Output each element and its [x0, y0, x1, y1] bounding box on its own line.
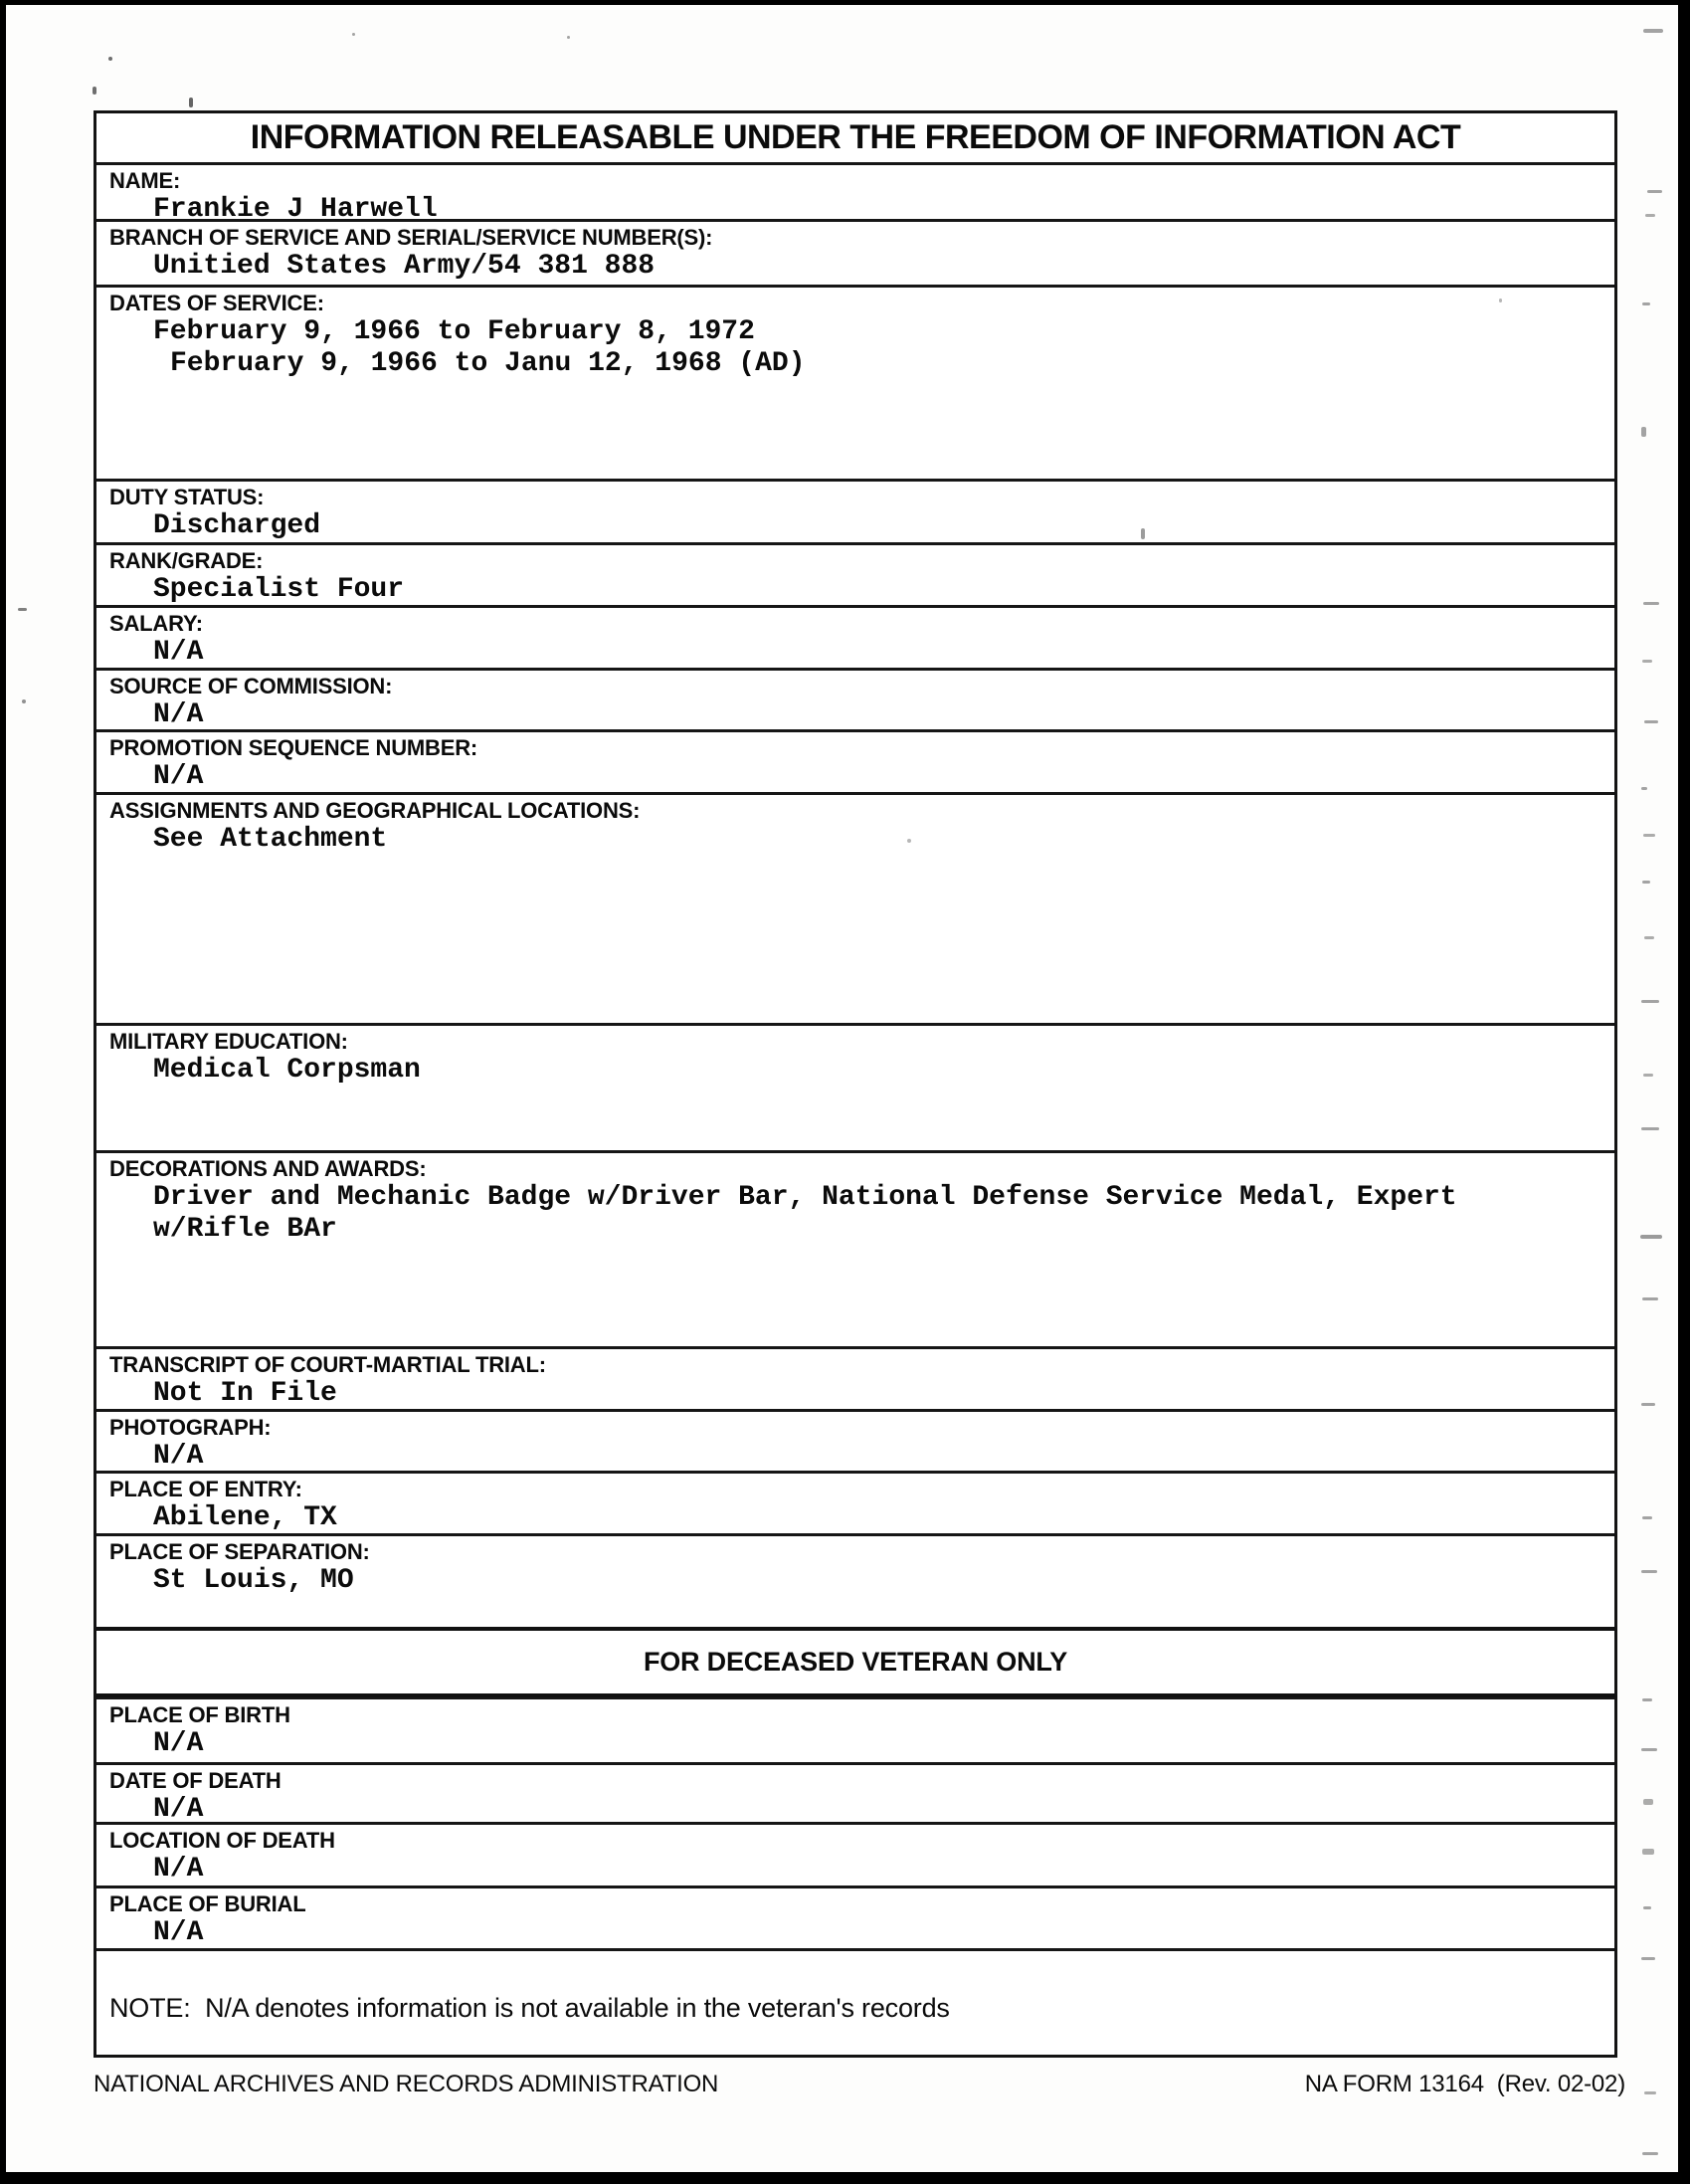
scan-artifact [1641, 1957, 1655, 1960]
place-of-entry-label: PLACE OF ENTRY: [109, 1477, 302, 1501]
scan-artifact [22, 699, 26, 703]
scan-artifact [1642, 1516, 1652, 1519]
scan-artifact [1643, 1074, 1653, 1077]
transcript-label: TRANSCRIPT OF COURT-MARTIAL TRIAL: [109, 1352, 546, 1377]
assignments-value: See Attachment [153, 824, 388, 856]
scan-artifact [1644, 2091, 1656, 2094]
scan-artifact [1640, 1235, 1662, 1239]
scan-artifact [189, 98, 193, 107]
field-row-place-of-birth [96, 1697, 1614, 1762]
note-row [96, 1948, 1614, 2055]
salary-value: N/A [153, 637, 204, 669]
field-row-photograph [96, 1409, 1614, 1471]
duty-status-label: DUTY STATUS: [109, 485, 265, 509]
promotion-sequence-number-value: N/A [153, 761, 204, 793]
scan-artifact [1641, 1000, 1659, 1003]
scan-artifact [1641, 1570, 1657, 1573]
field-row-promotion-sequence-number [96, 729, 1614, 792]
field-row-date-of-death [96, 1762, 1614, 1826]
deceased-section-header: FOR DECEASED VETERAN ONLY [643, 1647, 1068, 1677]
footer-agency: NATIONAL ARCHIVES AND RECORDS ADMINISTRATION [94, 2071, 719, 2097]
scan-artifact [1642, 881, 1650, 884]
dates-of-service-value-line2: February 9, 1966 to Janu 12, 1968 (AD) [170, 347, 806, 379]
form-footer [94, 2071, 1625, 2098]
scan-artifact [93, 87, 96, 95]
source-of-commission-value: N/A [153, 699, 204, 731]
scan-artifact [1642, 1297, 1658, 1300]
scan-artifact [567, 36, 570, 39]
scan-artifact [1641, 1403, 1655, 1406]
field-row-assignments [96, 792, 1614, 1023]
field-row-place-of-burial [96, 1886, 1614, 1948]
place-of-entry-value: Abilene, TX [153, 1502, 337, 1534]
place-of-separation-label: PLACE OF SEPARATION: [109, 1539, 370, 1564]
scan-artifact [1643, 602, 1659, 605]
place-of-separation-value: St Louis, MO [153, 1565, 354, 1597]
place-of-burial-label: PLACE OF BURIAL [109, 1891, 306, 1916]
place-of-birth-value: N/A [153, 1728, 204, 1760]
scan-artifact [1642, 2152, 1658, 2155]
scan-artifact [1643, 1799, 1653, 1805]
field-row-transcript-court-martial [96, 1346, 1614, 1409]
scan-artifact [1643, 29, 1663, 33]
scan-artifact [1647, 190, 1662, 193]
date-of-death-value: N/A [153, 1794, 204, 1826]
scan-artifact [1641, 787, 1647, 790]
scan-artifact [1643, 834, 1655, 837]
field-row-source-of-commission [96, 668, 1614, 729]
scan-artifact [1642, 660, 1652, 663]
rank-grade-label: RANK/GRADE: [109, 548, 264, 573]
transcript-value: Not In File [153, 1378, 337, 1410]
name-label: NAME: [109, 168, 181, 193]
footer-form-number: NA FORM 13164 (Rev. 02-02) [1304, 2071, 1625, 2097]
photograph-label: PHOTOGRAPH: [109, 1415, 272, 1440]
note-text: NOTE: N/A denotes information is not available in the veteran's records [109, 1993, 950, 2023]
assignments-label: ASSIGNMENTS AND GEOGRAPHICAL LOCATIONS: [109, 798, 641, 823]
date-of-death-label: DATE OF DEATH [109, 1768, 282, 1793]
scan-artifact [1642, 1849, 1654, 1855]
location-of-death-value: N/A [153, 1854, 204, 1886]
deceased-section-header-row [96, 1627, 1614, 1697]
scan-artifact [907, 839, 911, 843]
photograph-value: N/A [153, 1441, 204, 1473]
field-row-place-of-entry [96, 1471, 1614, 1533]
scan-artifact [1645, 214, 1655, 217]
scan-artifact [352, 33, 355, 36]
foia-form-table [94, 110, 1617, 2058]
decorations-label: DECORATIONS AND AWARDS: [109, 1156, 427, 1181]
scan-artifact [1642, 1698, 1652, 1701]
branch-of-service-label: BRANCH OF SERVICE AND SERIAL/SERVICE NUMBER(S): [109, 225, 713, 250]
field-row-place-of-separation [96, 1533, 1614, 1627]
scan-artifact [108, 57, 112, 61]
scan-artifact [1642, 302, 1650, 305]
scan-artifact [1499, 298, 1502, 302]
field-row-military-education [96, 1023, 1614, 1150]
form-title-row [96, 113, 1614, 162]
dates-of-service-value-line1: February 9, 1966 to February 8, 1972 [153, 316, 755, 348]
field-row-salary [96, 605, 1614, 668]
scan-artifact [1641, 1748, 1657, 1751]
field-row-location-of-death [96, 1822, 1614, 1886]
field-row-duty-status [96, 479, 1614, 542]
field-row-name [96, 162, 1614, 226]
scan-artifact [1643, 1906, 1651, 1909]
scan-artifact [1644, 720, 1658, 723]
place-of-birth-label: PLACE OF BIRTH [109, 1702, 290, 1727]
form-title: INFORMATION RELEASABLE UNDER THE FREEDOM OF INFORMATION ACT [250, 118, 1461, 156]
military-education-label: MILITARY EDUCATION: [109, 1029, 348, 1054]
scan-artifact [1641, 1127, 1659, 1130]
location-of-death-label: LOCATION OF DEATH [109, 1828, 335, 1853]
rank-grade-value: Specialist Four [153, 574, 405, 606]
scan-artifact [1141, 528, 1145, 539]
source-of-commission-label: SOURCE OF COMMISSION: [109, 674, 393, 698]
field-row-rank-grade [96, 542, 1614, 605]
scan-artifact [1641, 427, 1646, 437]
salary-label: SALARY: [109, 611, 203, 636]
name-value: Frankie J Harwell [153, 194, 438, 226]
field-row-decorations-and-awards [96, 1150, 1614, 1346]
dates-of-service-label: DATES OF SERVICE: [109, 291, 324, 315]
duty-status-value: Discharged [153, 510, 321, 542]
scan-artifact [1644, 936, 1654, 939]
decorations-value-line1: Driver and Mechanic Badge w/Driver Bar, National Defense Service Medal, Expert [153, 1182, 1457, 1214]
field-row-branch-of-service [96, 219, 1614, 285]
branch-of-service-value: Unitied States Army/54 381 888 [153, 251, 656, 283]
promotion-sequence-number-label: PROMOTION SEQUENCE NUMBER: [109, 735, 478, 760]
military-education-value: Medical Corpsman [153, 1055, 421, 1087]
place-of-burial-value: N/A [153, 1917, 204, 1949]
field-row-dates-of-service [96, 285, 1614, 479]
decorations-value-line2: w/Rifle BAr [153, 1213, 337, 1245]
scan-artifact [18, 608, 27, 611]
